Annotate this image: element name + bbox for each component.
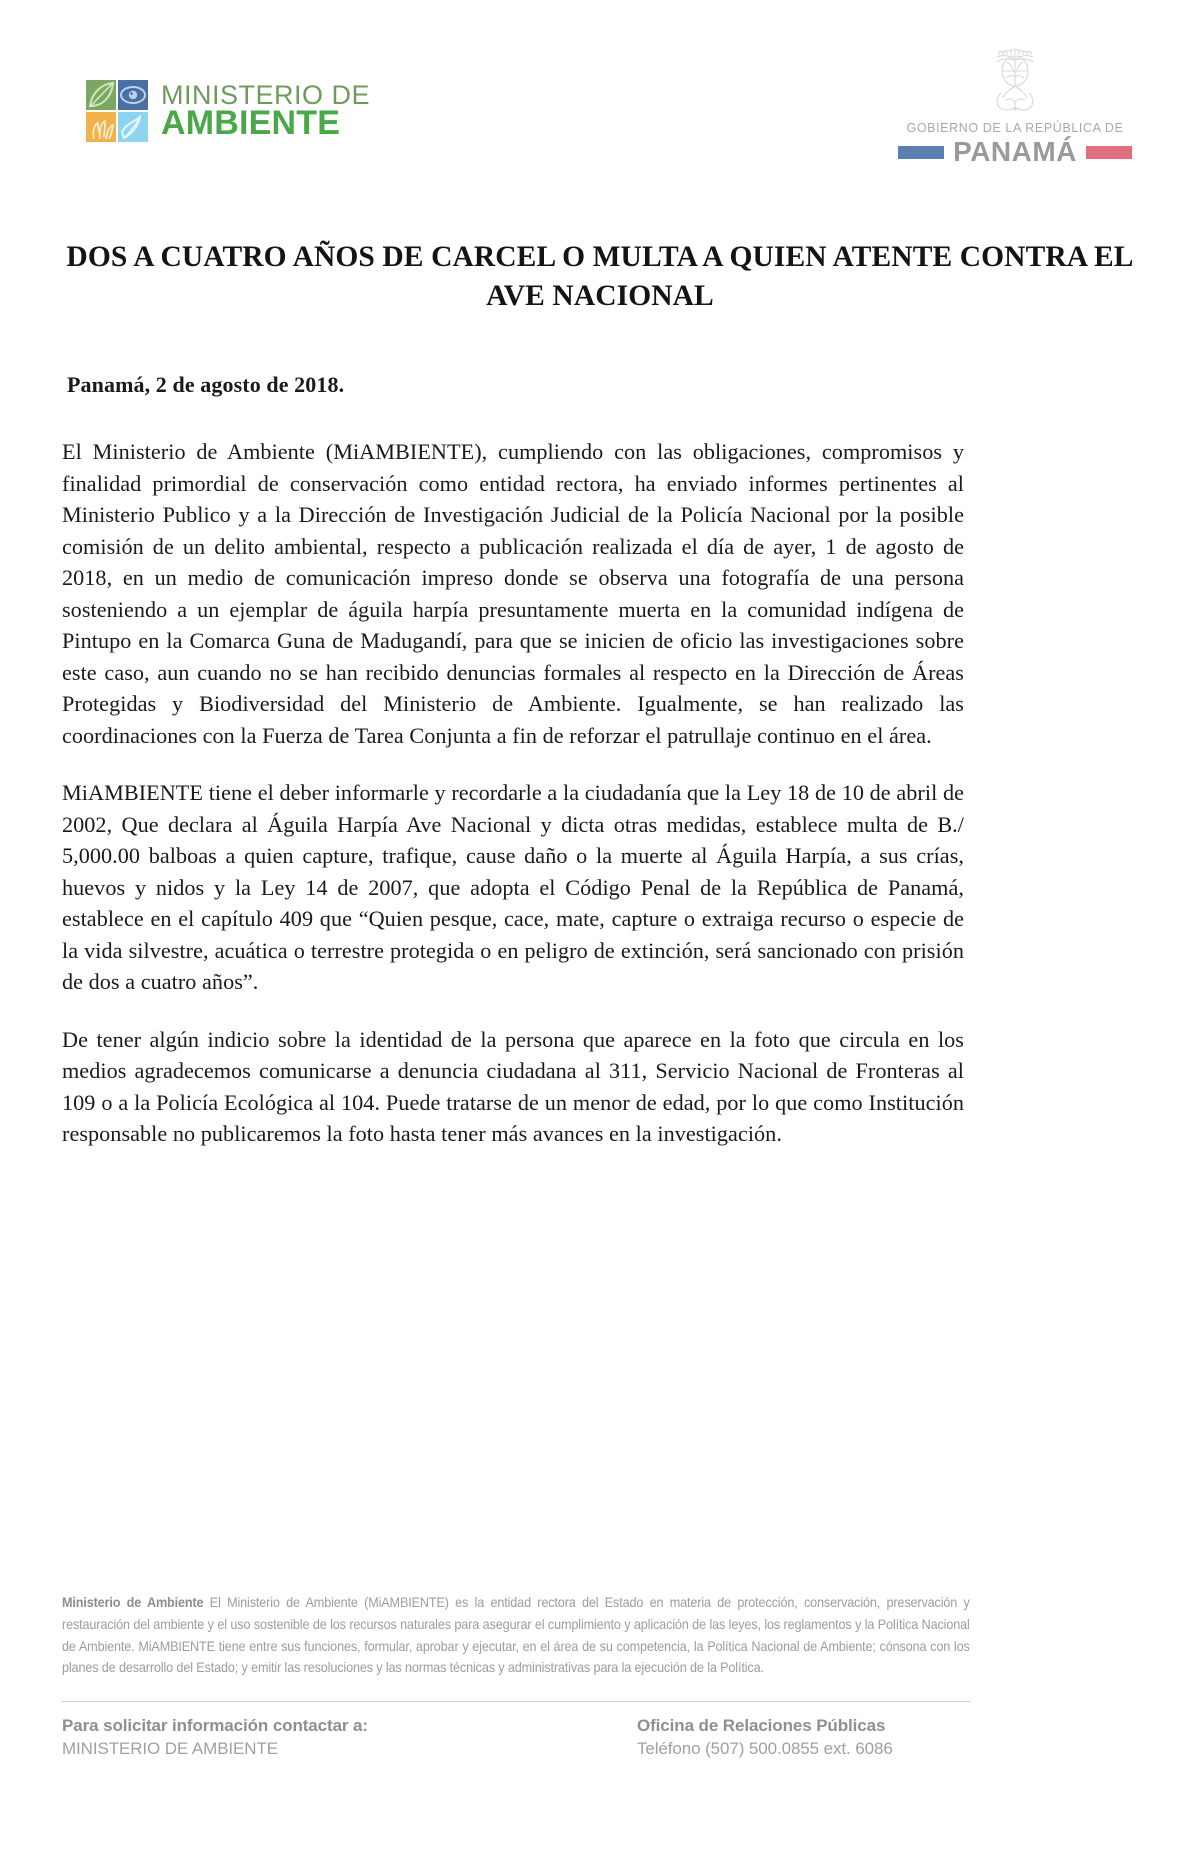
gobierno-line2: PANAMÁ xyxy=(953,136,1077,167)
miambiente-quadrant-logo-icon xyxy=(86,80,148,142)
document-footer xyxy=(62,1592,970,1761)
contact-ministry-name: MINISTERIO DE AMBIENTE xyxy=(62,1738,278,1758)
contact-phone: Teléfono (507) 500.0855 ext. 6086 xyxy=(637,1738,893,1758)
footer-contact-row xyxy=(62,1715,970,1761)
gobierno-panama-logo xyxy=(870,45,1160,166)
contact-request-label: Para solicitar información contactar a: xyxy=(62,1716,368,1735)
document-body xyxy=(62,372,964,1150)
gobierno-line2-row xyxy=(898,138,1132,166)
body-paragraph: El Ministerio de Ambiente (MiAMBIENTE), cumpliendo con las obligaciones, compromisos y finalidad primordial de conservación como entidad rectora, ha enviado informes pertinentes al Ministerio Publico y a la Dirección de Investigación Judicial de la Policía Nacional por la posible comisión de un delito ambiental, respecto a publicación realizada el día de ayer, 1 de agosto de 2018, en un medio de comunicación impreso donde se observa una fotografía de una persona sosteniendo a un ejemplar de águila harpía presuntamente muerta en la comunidad indígena de Pintupo en la Comarca Guna de Madugandí, para que se inicien de oficio las investigaciones sobre este caso, aun cuando no se han recibido denuncias formales al respecto en la Dirección de Áreas Protegidas y Biodiversidad del Ministerio de Ambiente. Igualmente, se han realizado las coordinaciones con la Fuerza de Tarea Conjunta a fin de reforzar el patrullaje continuo en el área. xyxy=(62,439,964,748)
leaf-icon xyxy=(86,80,116,110)
dateline: Panamá, 2 de agosto de 2018. xyxy=(67,372,345,397)
gobierno-line1: GOBIERNO DE LA REPÚBLICA DE xyxy=(906,121,1124,135)
flag-bar-blue-icon xyxy=(898,146,944,159)
footer-blurb-rest: El Ministerio de Ambiente (MiAMBIENTE) es la entidad rectora del Estado en materia de protección, conservación, preservación y restauración del ambiente y el uso sostenible de los recursos naturales para asegurar el cumplimiento y aplicación de las leyes, los reglamentos y la Política Nacional de Ambiente. MiAMBIENTE tiene entre sus funciones, formular, aprobar y ejecutar, en el área de su competencia, la Política Nacional de Ambiente; cónsona con los planes de desarrollo del Estado; y emitir las resoluciones y las normas técnicas y administrativas para la ejecución de la Política. xyxy=(62,1595,970,1676)
footer-divider xyxy=(62,1701,970,1702)
document-header xyxy=(0,0,1200,200)
footer-contact-right xyxy=(637,1715,970,1761)
miambiente-wordmark-line1: MINISTERIO DE xyxy=(161,79,371,110)
flag-bar-red-icon xyxy=(1086,146,1132,159)
sun-hand-icon xyxy=(86,112,116,142)
miambiente-wordmark xyxy=(161,79,371,142)
miambiente-wordmark-line2: AMBIENTE xyxy=(161,103,341,142)
body-paragraph: MiAMBIENTE tiene el deber informarle y recordarle a la ciudadanía que la Ley 18 de 10 de abril de 2002, Que declara al Águila Harpía Ave Nacional y dicta otras medidas, establece multa de B./ 5,000.00 balboas a quien capture, trafique, cause daño o la muerte al Águila Harpía, a sus crías, huevos y nidos y la Ley 14 de 2007, que adopta el Código Penal de la República de Panamá, establece en el capítulo 409 que “Quien pesque, cace, mate, capture o extraiga recurso o especie de la vida silvestre, acuática o terrestre protegida o en peligro de extinción, será sancionado con prisión de dos a cuatro años”. xyxy=(62,780,964,995)
footer-contact-left xyxy=(62,1715,637,1761)
footer-blurb-bold: Ministerio de Ambiente xyxy=(62,1595,204,1610)
contact-office-name: Oficina de Relaciones Públicas xyxy=(637,1716,886,1735)
page-title: DOS A CUATRO AÑOS DE CARCEL O MULTA A QUIEN ATENTE CONTRA EL AVE NACIONAL xyxy=(66,240,1134,312)
footer-about-blurb xyxy=(62,1592,970,1679)
fish-eye-icon xyxy=(118,80,148,110)
panama-coat-of-arms-icon xyxy=(983,45,1047,117)
water-wave-icon xyxy=(118,112,148,142)
miambiente-logo xyxy=(86,80,370,142)
body-paragraph: De tener algún indicio sobre la identidad de la persona que aparece en la foto que circula en los medios agradecemos comunicarse a denuncia ciudadana al 311, Servicio Nacional de Fronteras al 109 o a la Policía Ecológica al 104. Puede tratarse de un menor de edad, por lo que como Institución responsable no publicaremos la foto hasta tener más avances en la investigación. xyxy=(62,1026,964,1147)
